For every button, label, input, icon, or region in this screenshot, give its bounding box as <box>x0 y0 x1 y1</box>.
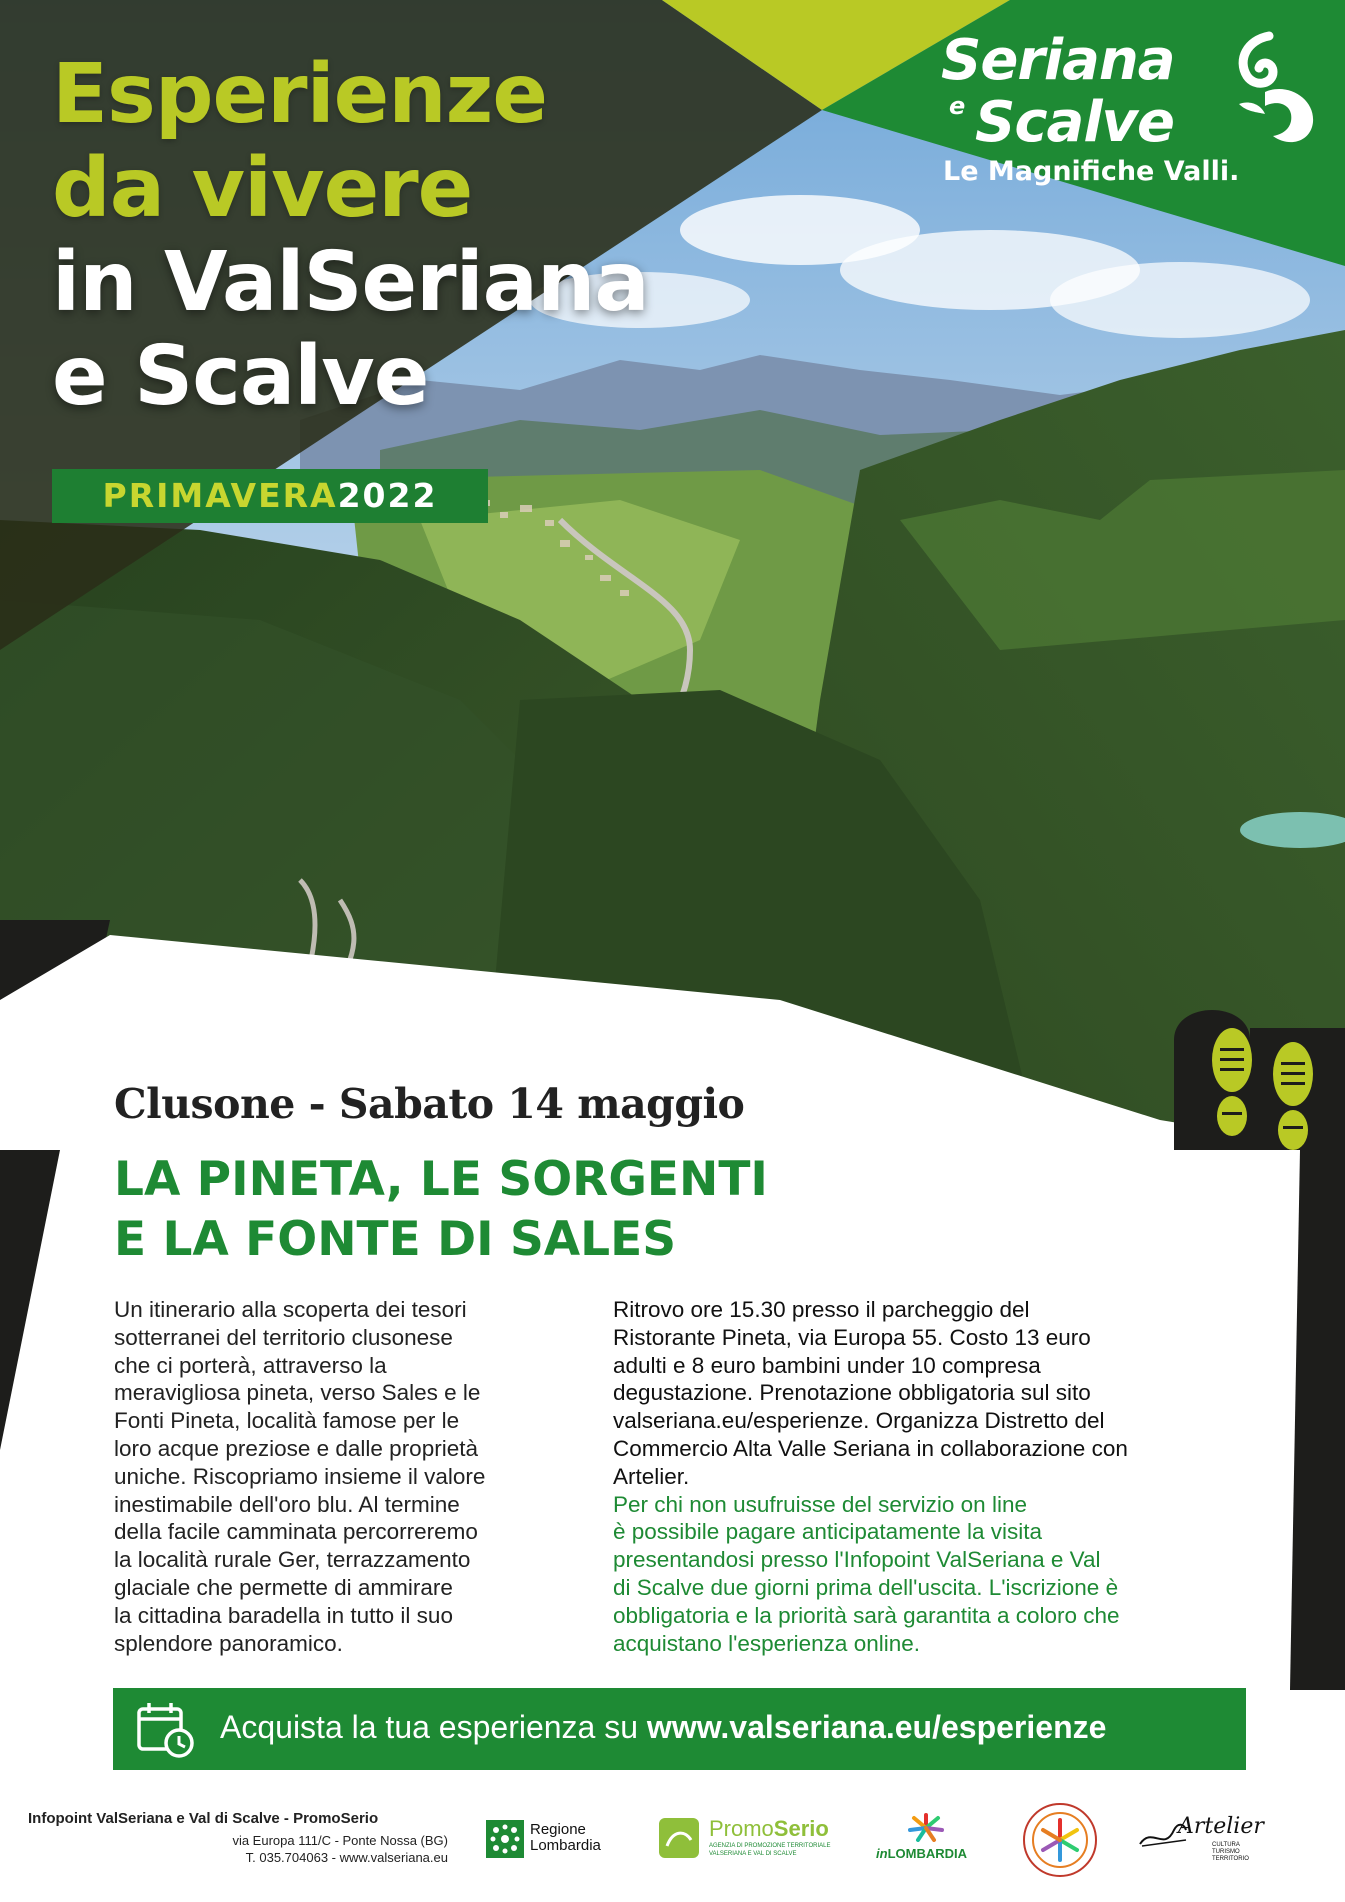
promoserio-sub2: VALSERIANA E VAL DI SCALVE <box>709 1851 797 1857</box>
description-line: inestimabile dell'oro blu. Al termine <box>114 1491 460 1517</box>
info-line: Ritrovo ore 15.30 presso il parcheggio del <box>613 1297 1030 1322</box>
artelier-sub1: CULTURA <box>1212 1842 1240 1848</box>
season-year: 2022 <box>337 476 438 515</box>
promoserio-b: Serio <box>773 1816 829 1841</box>
info-line: valseriana.eu/esperienze. Organizza Distretto del <box>613 1408 1105 1434</box>
description-line: che ci porterà, attraverso la <box>114 1352 387 1378</box>
promoserio-a: Promo <box>709 1816 774 1841</box>
calendar-clock-icon <box>135 1701 197 1759</box>
artelier-sub2: TURISMO <box>1212 1849 1240 1855</box>
brand-tagline: Le Magnifiche Valli. <box>943 156 1240 187</box>
regione-lombardia-logo <box>484 1812 624 1862</box>
purchase-link[interactable]: www.valseriana.eu/esperienze <box>646 1709 1107 1745</box>
event-place-date: Clusone - Sabato 14 maggio <box>114 1080 745 1128</box>
season-label: PRIMAVERA <box>102 476 338 515</box>
description-line: Un itinerario alla scoperta dei tesori <box>114 1297 467 1322</box>
inlombardia-burst-icon <box>906 1812 946 1842</box>
notice-line: è possibile pagare anticipatamente la visita <box>613 1519 1043 1545</box>
event-description <box>114 1296 534 1657</box>
inlombardia-logo <box>872 1812 982 1862</box>
info-line: adulti e 8 euro bambini under 10 compresa <box>613 1352 1041 1378</box>
notice-line: obbligatoria e la priorità sarà garantita a coloro che <box>613 1602 1120 1628</box>
infopoint-address: via Europa 111/C - Ponte Nossa (BG) <box>232 1833 448 1848</box>
purchase-banner[interactable] <box>113 1688 1246 1770</box>
info-line: Commercio Alta Valle Seriana in collaborazione con <box>613 1435 1128 1461</box>
headline-line-2: da vivere <box>52 141 473 236</box>
brand-name-line1: Seriana <box>941 28 1175 93</box>
description-line: sotterranei del territorio clusonese <box>114 1324 453 1350</box>
notice-line: presentandosi presso l'Infopoint ValSeriana e Val <box>613 1547 1101 1573</box>
info-line: Artelier. <box>613 1463 690 1489</box>
brand-name-small: e <box>949 92 966 120</box>
event-practical-info <box>613 1296 1273 1657</box>
headline-line-3: in ValSeriana <box>52 235 649 330</box>
purchase-text <box>220 1709 1106 1746</box>
notice-line: Per chi non usufruisse del servizio on line <box>613 1491 1027 1517</box>
description-line: splendore panoramico. <box>114 1630 343 1656</box>
artelier-logo <box>1138 1812 1268 1872</box>
description-line: meravigliosa pineta, verso Sales e le <box>114 1380 481 1406</box>
artelier-name: Artelier <box>1178 1814 1264 1839</box>
info-line: degustazione. Prenotazione obbligatoria sul sito <box>613 1380 1091 1406</box>
event-title-line-2: E LA FONTE DI SALES <box>114 1212 677 1267</box>
description-line: uniche. Riscopriamo insieme il valore <box>114 1463 486 1489</box>
infopoint-title: Infopoint ValSeriana e Val di Scalve - PromoSerio <box>28 1810 379 1827</box>
purchase-label: Acquista la tua esperienza su <box>220 1709 647 1745</box>
promoserio-mark-icon <box>657 1816 701 1860</box>
headline-line-4: e Scalve <box>52 329 429 424</box>
regione-line1: Regione <box>530 1821 586 1838</box>
info-line: Ristorante Pineta, via Europa 55. Costo 13 euro <box>613 1324 1091 1350</box>
regione-line2: Lombardia <box>530 1837 601 1854</box>
infopoint-info <box>28 1810 448 1865</box>
infopoint-contacts: T. 035.704063 - www.valseriana.eu <box>245 1850 448 1865</box>
promoserio-logo <box>655 1812 835 1862</box>
description-line: glaciale che permette di ammirare <box>114 1574 453 1600</box>
notice-line: acquistano l'esperienza online. <box>613 1630 921 1656</box>
description-line: loro acque preziose e dalle proprietà <box>114 1435 478 1461</box>
artelier-sub3: TERRITORIO <box>1212 1856 1249 1862</box>
description-line: Fonti Pineta, località famose per le <box>114 1408 460 1434</box>
notice-line: di Scalve due giorni prima dell'uscita. L'iscrizione è <box>613 1574 1119 1600</box>
inlombardia-in: in <box>876 1846 888 1861</box>
brand-name-line2: Scalve <box>975 90 1174 155</box>
description-line: la cittadina baradella in tutto il suo <box>114 1602 453 1628</box>
rosa-camuna-icon <box>486 1820 524 1858</box>
promoserio-sub1: AGENZIA DI PROMOZIONE TERRITORIALE <box>709 1843 831 1849</box>
description-line: della facile camminata percorreremo <box>114 1519 478 1545</box>
event-title <box>114 1150 768 1270</box>
inlombardia-name: LOMBARDIA <box>887 1846 967 1861</box>
distretto-commercio-seal <box>1020 1800 1100 1880</box>
headline-line-1: Esperienze <box>52 47 548 142</box>
description-line: la località rurale Ger, terrazzamento <box>114 1547 471 1573</box>
event-title-line-1: LA PINETA, LE SORGENTI <box>114 1152 768 1207</box>
